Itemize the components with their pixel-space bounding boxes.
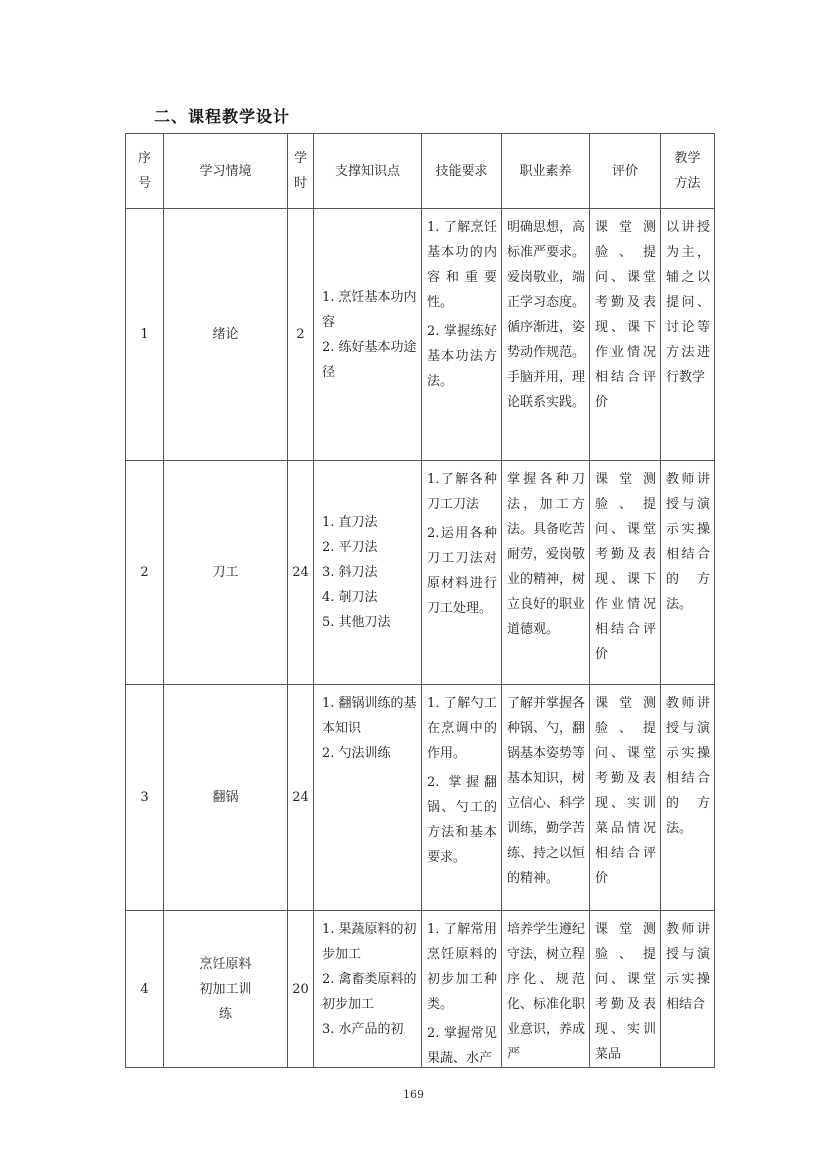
header-method-line: 方法 (674, 176, 701, 191)
knowledge-item: 1. 翻锅训练的基本知识 (322, 696, 417, 736)
skill-item: 2.运用各种刀工刀法对原材料进行刀工处理。 (427, 526, 497, 616)
cell-situation (164, 911, 288, 1068)
table-row (126, 911, 715, 1068)
evaluation-text: 课堂测验、提问、课堂考勤及表现、课下作业情况相结合评价 (595, 472, 656, 662)
cell-skills (422, 685, 502, 911)
cell-situation (164, 461, 288, 685)
quality-text: 了解并掌握各种锅、勺，翻锅基本姿势等基本知识，树立信心、科学训练，勤学苦练、持之以恒的精神。 (507, 696, 585, 886)
situation-line: 刀工 (212, 565, 239, 580)
header-hours (288, 134, 314, 209)
cell-evaluation (590, 911, 661, 1068)
cell-knowledge (314, 685, 422, 911)
cell-situation (164, 209, 288, 461)
cell-method (661, 911, 715, 1068)
knowledge-item: 1. 烹饪基本功内容 (322, 289, 417, 330)
knowledge-item: 4. 剞刀法 (322, 590, 378, 605)
method-text: 教师讲授与演示实操相结合的方法。 (666, 696, 710, 836)
situation-line: 烹饪原料 (199, 956, 252, 972)
cell-situation (164, 685, 288, 911)
knowledge-item: 3. 水产品的初 (322, 1022, 404, 1037)
table-row (126, 685, 715, 911)
cell-quality (502, 461, 590, 685)
cell-evaluation (590, 685, 661, 911)
header-seq (126, 134, 164, 209)
cell-seq: 4 (126, 911, 164, 1068)
cell-evaluation (590, 209, 661, 461)
quality-text: 掌握各种刀法，加工方法。具备吃苦耐劳，爱岗敬业的精神，树立良好的职业道德观。 (507, 472, 585, 637)
header-skills: 技能要求 (422, 134, 502, 209)
knowledge-item: 2. 勺法训练 (322, 746, 391, 761)
header-method-line: 教学 (674, 151, 701, 166)
header-evaluation: 评价 (590, 134, 661, 209)
header-seq-line: 序 (137, 151, 151, 166)
cell-evaluation (590, 461, 661, 685)
skill-item: 2. 掌握练好基本功法方法。 (427, 324, 497, 389)
cell-hours: 24 (288, 685, 314, 911)
header-quality: 职业素养 (502, 134, 590, 209)
cell-knowledge (314, 461, 422, 685)
knowledge-item: 5. 其他刀法 (322, 615, 391, 630)
evaluation-text: 课堂测验、提问、课堂考勤及表现、课下作业情况相结合评价 (595, 220, 656, 410)
method-text: 以讲授为主，辅之以提问、讨论等方法进行教学 (666, 220, 710, 385)
cell-quality (502, 685, 590, 911)
quality-text: 明确思想，高标准严要求。爱岗敬业，端正学习态度。循序渐进，姿势动作规范。手脑并用，理论联系实践。 (507, 220, 585, 410)
situation-line: 翻锅 (212, 790, 239, 805)
knowledge-item: 2. 平刀法 (322, 540, 378, 555)
table-header-row (126, 134, 715, 209)
cell-quality (502, 911, 590, 1068)
quality-text: 培养学生遵纪守法，树立程序化、规范化、标准化职业意识，养成严 (507, 922, 585, 1062)
knowledge-item: 3. 斜刀法 (322, 565, 378, 580)
situation-line: 初加工训 (199, 981, 252, 997)
knowledge-item: 2. 练好基本功途径 (322, 339, 417, 380)
header-knowledge: 支撑知识点 (314, 134, 422, 209)
cell-method (661, 209, 715, 461)
header-hours-line: 时 (293, 176, 307, 191)
cell-knowledge (314, 911, 422, 1068)
cell-hours: 24 (288, 461, 314, 685)
skill-item: 1. 了解常用烹饪原料的初步加工种类。 (427, 922, 497, 1012)
cell-knowledge (314, 209, 422, 461)
situation-line: 绪论 (212, 327, 239, 342)
knowledge-item: 1. 果蔬原料的初步加工 (322, 922, 417, 962)
skill-item: 1. 了解烹饪基本功的内容和重要性。 (427, 220, 497, 310)
cell-skills (422, 461, 502, 685)
cell-skills (422, 209, 502, 461)
skill-item: 1.了解各种刀工刀法 (427, 472, 497, 512)
section-heading: 二、课程教学设计 (154, 107, 291, 126)
header-method (661, 134, 715, 209)
method-text: 教师讲授与演示实操相结合的方法。 (666, 472, 710, 612)
table-row (126, 461, 715, 685)
cell-skills (422, 911, 502, 1068)
skill-item: 1. 了解勺工在烹调中的作用。 (427, 696, 497, 761)
evaluation-text: 课堂测验、提问、课堂考勤及表现、实训菜品 (595, 922, 656, 1062)
skill-item: 2. 掌握翻锅、勺工的方法和基本要求。 (427, 775, 497, 865)
page-number: 169 (403, 1088, 424, 1101)
knowledge-item: 2. 禽畜类原料的初步加工 (322, 972, 417, 1012)
cell-seq: 3 (126, 685, 164, 911)
cell-hours: 20 (288, 911, 314, 1068)
situation-line: 练 (218, 1006, 232, 1022)
header-seq-line: 号 (137, 176, 151, 191)
cell-hours: 2 (288, 209, 314, 461)
cell-seq: 1 (126, 209, 164, 461)
course-design-table (125, 133, 715, 1068)
header-situation: 学习情境 (164, 134, 288, 209)
cell-seq: 2 (126, 461, 164, 685)
evaluation-text: 课堂测验、提问、课堂考勤及表现、实训菜品情况相结合评价 (595, 696, 656, 886)
header-hours-line: 学 (293, 151, 307, 166)
table-row (126, 209, 715, 461)
knowledge-item: 1. 直刀法 (322, 515, 378, 530)
cell-quality (502, 209, 590, 461)
cell-method (661, 461, 715, 685)
cell-method (661, 685, 715, 911)
method-text: 教师讲授与演示实操相结合 (666, 922, 710, 1012)
skill-item: 2. 掌握常见果蔬、水产 (427, 1026, 497, 1066)
